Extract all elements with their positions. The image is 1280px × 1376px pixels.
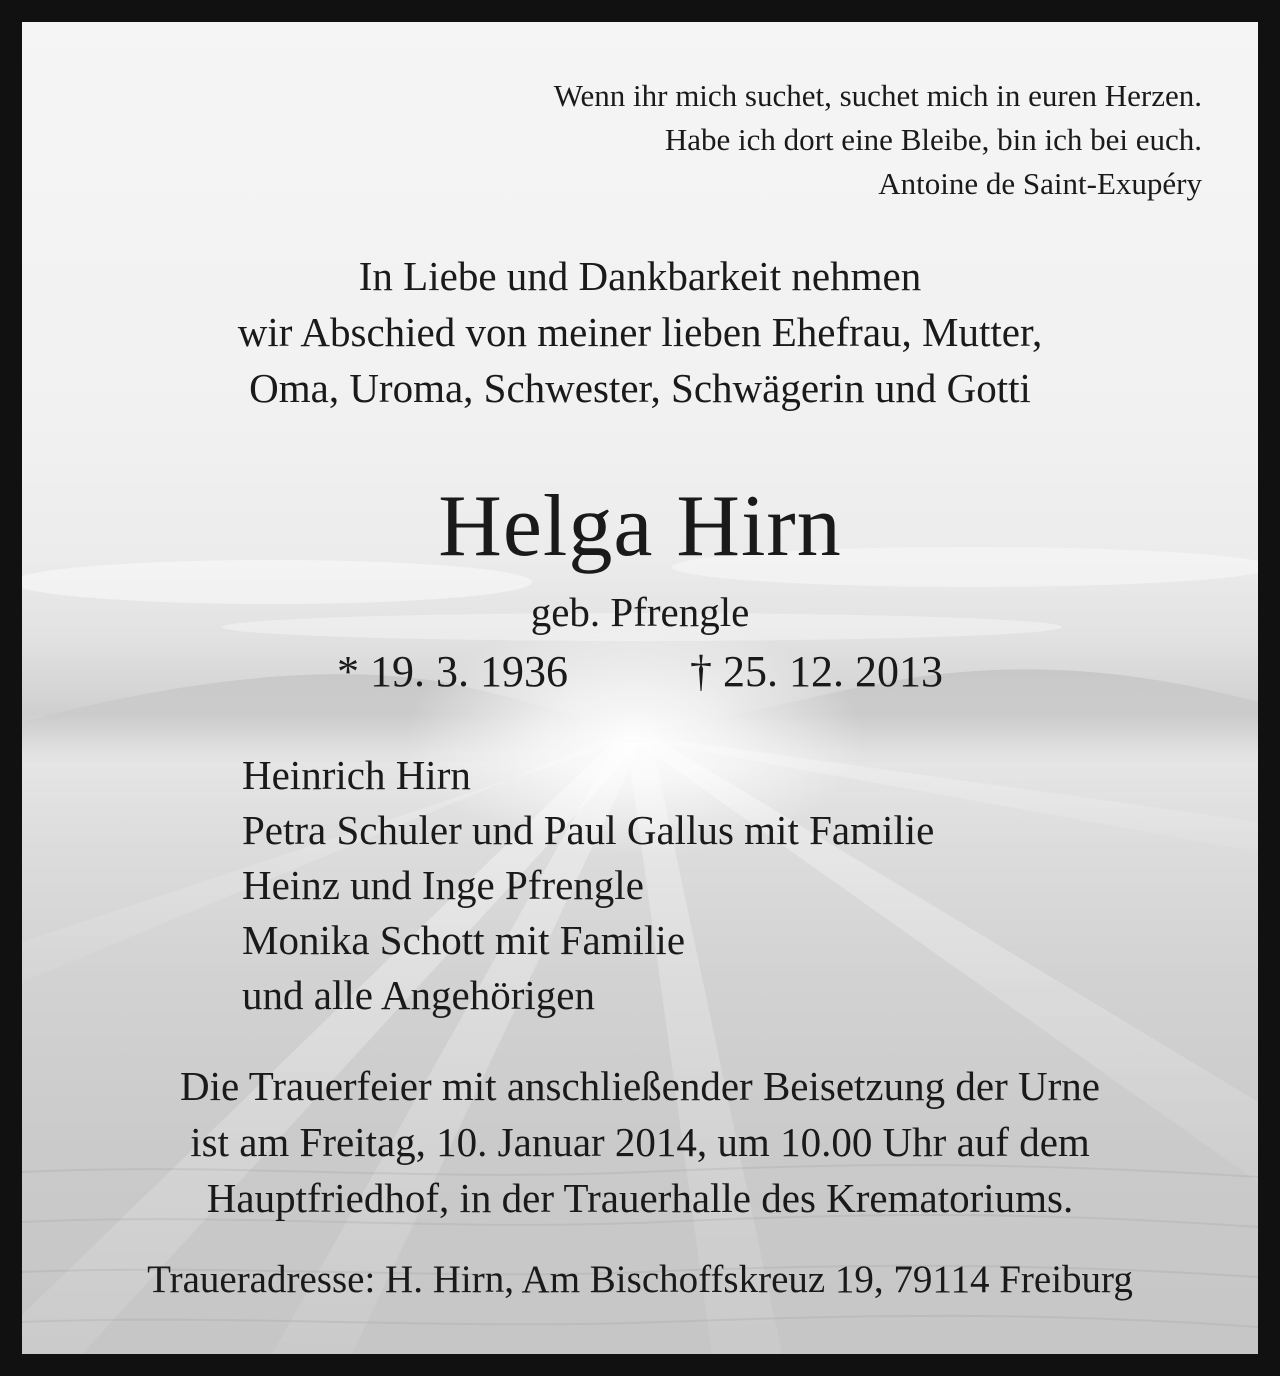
intro-line: wir Abschied von meiner lieben Ehefrau, Mutter, — [237, 309, 1043, 355]
intro-line: Oma, Uroma, Schwester, Schwägerin und Gotti — [249, 365, 1031, 411]
deceased-name: Helga Hirn — [438, 478, 842, 575]
ceremony-line: Hauptfriedhof, in der Trauerhalle des Krematoriums. — [206, 1175, 1074, 1221]
ceremony-notice — [22, 1058, 1258, 1226]
birth-date: * 19. 3. 1936 — [337, 647, 568, 696]
mourner-item: und alle Angehörigen — [242, 972, 595, 1018]
farewell-intro — [22, 248, 1258, 416]
ceremony-line: ist am Freitag, 10. Januar 2014, um 10.00 Uhr auf dem — [190, 1119, 1090, 1165]
mourner-item: Heinz und Inge Pfrengle — [242, 862, 644, 908]
mourner-item: Heinrich Hirn — [242, 752, 471, 798]
mourners-list — [242, 748, 934, 1023]
death-date: † 25. 12. 2013 — [690, 647, 943, 696]
epigraph-quote — [554, 74, 1202, 206]
mourner-item: Petra Schuler und Paul Gallus mit Familie — [242, 807, 935, 853]
life-dates — [22, 644, 1258, 700]
quote-line: Habe ich dort eine Bleibe, bin ich bei euch. — [664, 122, 1202, 157]
obituary-content — [22, 22, 1258, 1354]
maiden-name: geb. Pfrengle — [530, 589, 750, 635]
intro-line: In Liebe und Dankbarkeit nehmen — [358, 253, 922, 299]
quote-line: Wenn ihr mich suchet, suchet mich in euren Herzen. — [553, 78, 1202, 113]
quote-author: Antoine de Saint-Exupéry — [878, 166, 1202, 201]
mourning-address: Traueradresse: H. Hirn, Am Bischoffskreuz 19, 79114 Freiburg — [147, 1258, 1133, 1301]
mourner-item: Monika Schott mit Familie — [242, 917, 686, 963]
ceremony-line: Die Trauerfeier mit anschließender Beisetzung der Urne — [180, 1063, 1100, 1109]
